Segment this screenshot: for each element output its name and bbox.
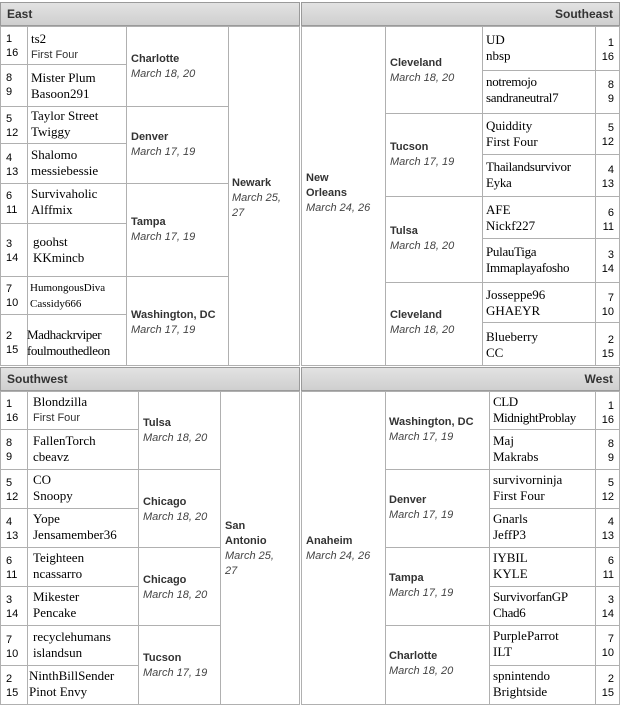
bracket-board — [0, 26, 300, 366]
site-label: Tucson March 17, 19 — [143, 652, 208, 679]
team-name: Mister Plum — [31, 70, 96, 85]
seed: 7 — [6, 283, 13, 295]
region-east — [0, 2, 300, 366]
team-name: foulmouthedleon — [27, 343, 110, 358]
seed: 9 — [6, 451, 13, 463]
seed: 15 — [6, 344, 19, 356]
region-southeast — [301, 2, 620, 366]
regional-site: San Antonio March 25, 27 — [225, 520, 274, 577]
team-name: notremojo — [486, 74, 537, 89]
seed: 6 — [6, 555, 13, 567]
team-name: PulauTiga — [486, 244, 537, 259]
team-name: islandsun — [33, 645, 83, 660]
team-name: Snoopy — [33, 488, 73, 503]
seed: 5 — [6, 477, 13, 489]
first-four-label: First Four — [33, 412, 81, 424]
team-name: KYLE — [493, 566, 528, 581]
team-name: ncassarro — [33, 566, 83, 581]
team-name: ts2 — [31, 31, 47, 46]
seed: 15 — [601, 687, 614, 699]
team-name: Mikester — [33, 589, 80, 604]
seed: 9 — [607, 93, 614, 105]
team-name: Cassidy666 — [30, 298, 82, 310]
first-four-label: First Four — [486, 134, 538, 149]
site-label: Cleveland March 18, 20 — [390, 309, 455, 336]
seed: 13 — [601, 178, 614, 190]
seed: 15 — [601, 348, 614, 360]
site-label: Charlotte March 18, 20 — [389, 650, 454, 677]
seed: 7 — [607, 292, 614, 304]
seed: 2 — [607, 334, 614, 346]
team-name: Gnarls — [493, 511, 528, 526]
team-name: Pencake — [33, 605, 77, 620]
seed: 13 — [601, 530, 614, 542]
team-name: Blondzilla — [33, 394, 88, 409]
site-label: Tulsa March 18, 20 — [390, 225, 455, 252]
bracket-board — [301, 26, 620, 366]
site-label: Denver March 17, 19 — [389, 494, 454, 521]
site-label: Tampa March 17, 19 — [131, 216, 196, 243]
team-name: Teighteen — [33, 550, 85, 565]
team-name: SurvivorfanGP — [493, 589, 568, 604]
team-name: goohst — [33, 234, 68, 249]
team-name: Madhackrviper — [27, 327, 102, 342]
seed: 12 — [6, 491, 19, 503]
seed: 3 — [607, 594, 614, 606]
team-name: Alffmix — [31, 202, 73, 217]
seed: 3 — [607, 249, 614, 261]
team-name: Pinot Envy — [29, 684, 88, 699]
seed: 5 — [6, 113, 13, 125]
regional-site: New Orleans March 24, 26 — [306, 172, 371, 214]
team-name: Survivaholic — [31, 186, 98, 201]
seed: 8 — [6, 437, 13, 449]
region-title: East — [0, 2, 300, 26]
seed: 3 — [6, 594, 13, 606]
seed: 2 — [6, 673, 13, 685]
seed: 6 — [607, 555, 614, 567]
team-name: Thailandsurvivor — [486, 159, 571, 174]
seed: 14 — [601, 263, 614, 275]
seed: 10 — [601, 647, 614, 659]
site-label: Charlotte March 18, 20 — [131, 53, 196, 80]
team-name: spnintendo — [493, 668, 551, 683]
seed: 9 — [6, 86, 13, 98]
team-name: HumongousDiva — [30, 282, 106, 294]
seed: 8 — [607, 438, 614, 450]
seed: 11 — [6, 569, 18, 581]
team-name: PurpleParrot — [493, 628, 559, 643]
seed: 14 — [601, 608, 614, 620]
team-name: cbeavz — [33, 449, 70, 464]
team-name: KKmincb — [33, 250, 85, 265]
team-name: sandraneutral7 — [486, 90, 559, 105]
site-label: Chicago March 18, 20 — [143, 496, 208, 523]
team-name: Yope — [33, 511, 60, 526]
team-name: GHAEYR — [486, 303, 541, 318]
team-name: Shalomo — [31, 147, 78, 162]
seed: 15 — [6, 687, 19, 699]
regional-site: Anaheim March 24, 26 — [306, 535, 371, 562]
seed: 14 — [6, 608, 19, 620]
team-name: Blueberry — [486, 329, 538, 344]
seed: 12 — [601, 136, 614, 148]
site-label: Tulsa March 18, 20 — [143, 417, 208, 444]
team-name: CLD — [493, 394, 518, 409]
team-name: JeffP3 — [493, 527, 526, 542]
seed: 13 — [6, 166, 19, 178]
team-name: ILT — [493, 644, 513, 659]
seed: 16 — [601, 414, 614, 426]
team-name: recyclehumans — [33, 629, 111, 644]
seed: 8 — [607, 79, 614, 91]
team-name: NinthBillSender — [29, 668, 115, 683]
seed: 14 — [6, 252, 19, 264]
seed: 4 — [6, 516, 13, 528]
seed: 12 — [601, 491, 614, 503]
team-name: AFE — [486, 202, 511, 217]
seed: 1 — [607, 400, 614, 412]
site-label: Washington, DC March 17, 19 — [389, 416, 474, 443]
team-name: Taylor Street — [31, 108, 99, 123]
site-label: Washington, DC March 17, 19 — [131, 309, 216, 336]
region-southwest — [0, 367, 300, 706]
seed: 11 — [6, 204, 18, 216]
seed: 16 — [6, 412, 19, 424]
seed: 16 — [601, 51, 614, 63]
regional-site: Newark March 25, 27 — [232, 177, 281, 219]
seed: 11 — [602, 221, 614, 233]
seed: 7 — [607, 633, 614, 645]
seed: 2 — [607, 673, 614, 685]
seed: 6 — [6, 190, 13, 202]
seed: 10 — [6, 297, 19, 309]
team-name: UD — [486, 32, 505, 47]
region-title: Southeast — [301, 2, 620, 26]
seed: 10 — [601, 306, 614, 318]
seed: 4 — [607, 516, 614, 528]
seed: 8 — [6, 72, 13, 84]
seed: 13 — [6, 530, 19, 542]
team-name: FallenTorch — [33, 433, 96, 448]
seed: 4 — [607, 164, 614, 176]
seed: 5 — [607, 477, 614, 489]
team-name: MidnightProblay — [493, 410, 576, 425]
bracket-board — [0, 391, 300, 706]
first-four-label: First Four — [31, 49, 79, 61]
team-name: Makrabs — [493, 449, 539, 464]
site-label: Chicago March 18, 20 — [143, 574, 208, 601]
seed: 5 — [607, 122, 614, 134]
site-label: Tucson March 17, 19 — [390, 141, 455, 168]
seed: 16 — [6, 47, 19, 59]
seed: 9 — [607, 452, 614, 464]
seed: 1 — [6, 398, 13, 410]
seed: 1 — [607, 37, 614, 49]
region-title: West — [301, 367, 620, 391]
first-four-label: First Four — [493, 488, 545, 503]
seed: 3 — [6, 238, 13, 250]
site-label: Cleveland March 18, 20 — [390, 57, 455, 84]
team-name: Chad6 — [493, 605, 526, 620]
site-label: Tampa March 17, 19 — [389, 572, 454, 599]
seed: 4 — [6, 152, 13, 164]
team-name: Twiggy — [31, 124, 71, 139]
team-name: Maj — [493, 433, 514, 448]
seed: 1 — [6, 33, 13, 45]
team-name: IYBIL — [493, 550, 528, 565]
seed: 7 — [6, 634, 13, 646]
team-name: CC — [486, 345, 504, 360]
seed: 10 — [6, 648, 19, 660]
seed: 2 — [6, 330, 13, 342]
region-title: Southwest — [0, 367, 300, 391]
team-name: Immaplayafosho — [486, 260, 570, 275]
bracket-board — [301, 391, 620, 706]
team-name: Nickf227 — [486, 218, 536, 233]
team-name: messiebessie — [31, 163, 99, 178]
team-name: Brightside — [493, 684, 548, 699]
seed: 6 — [607, 207, 614, 219]
site-label: Denver March 17, 19 — [131, 131, 196, 158]
seed: 11 — [602, 569, 614, 581]
team-name: Quiddity — [486, 118, 533, 133]
team-name: nbsp — [486, 48, 511, 63]
region-west — [301, 367, 620, 706]
team-name: Basoon291 — [31, 86, 90, 101]
team-name: Jensamember36 — [33, 527, 117, 542]
team-name: CO — [33, 472, 52, 487]
team-name: Eyka — [486, 175, 512, 190]
team-name: Josseppe96 — [486, 287, 546, 302]
seed: 12 — [6, 127, 19, 139]
team-name: survivorninja — [493, 472, 563, 487]
